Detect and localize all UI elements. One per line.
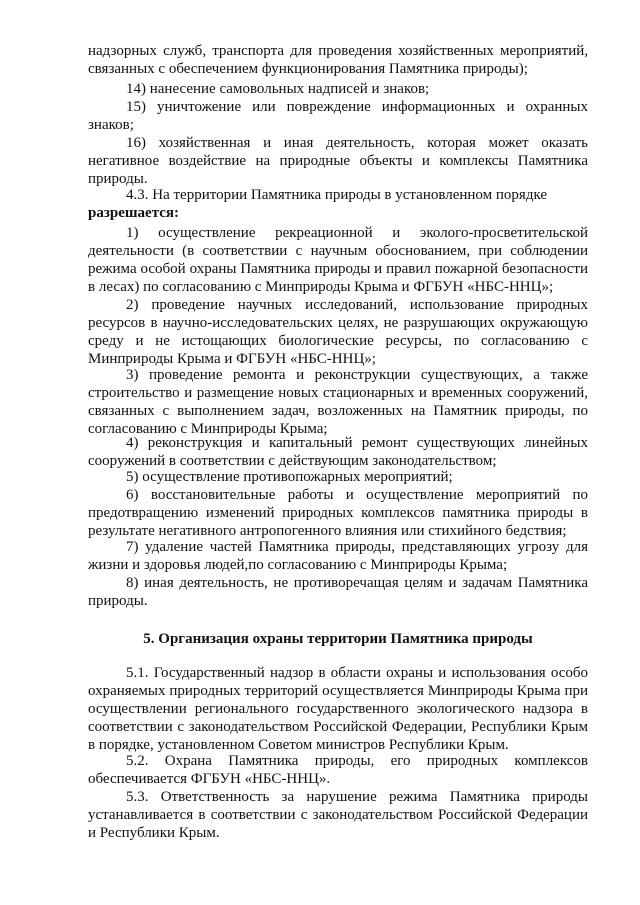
allowed-item-3: 3) проведение ремонта и реконструкции существующих, а также строительство и размещение новых стационарных и временных сооружений, связанных с выполнением задач, возложенных на Памятник природы, по согласованию с Минприроды Крыма;: [88, 367, 588, 437]
allowed-item-4: 4) реконструкция и капитальный ремонт существующих линейных сооружений в соответствии с действующим законодательством;: [88, 435, 588, 469]
section-5-title: 5. Организация охраны территории Памятника природы: [143, 631, 533, 647]
paragraph-5-3: 5.3. Ответственность за нарушение режима Памятника природы устанавливается в соответствии с законодательством Российской Федерации и Республики Крым.: [88, 789, 588, 841]
allowed-item-1: 1) осуществление рекреационной и эколого-просветительской деятельности (в соответствии с научным обоснованием, при соблюдении режима особой охраны Памятника природы и правил пожарной безопасности в лесах) по согласованию с Минприроды Крыма и ФГБУН «НБС-ННЦ»;: [88, 225, 588, 295]
paragraph-4-3-bold: разрешается:: [88, 205, 180, 221]
allowed-item-2: 2) проведение научных исследований, использование природных ресурсов в научно-исследовательских целях, не разрушающих окружающую среду и не истощающих биологические ресурсы, по согласованию с Минприроды Крыма и ФГБУН «НБС-ННЦ»;: [88, 297, 588, 367]
allowed-item-6: 6) восстановительные работы и осуществление мероприятий по предотвращению изменений природных комплексов памятника природы в результате негативного антропогенного влияния или стихийного бедствия;: [88, 487, 588, 539]
paragraph-continuation: надзорных служб, транспорта для проведения хозяйственных мероприятий, связанных с обеспечением функционирования Памятника природы);: [88, 43, 588, 77]
paragraph-item-16: 16) хозяйственная и иная деятельность, которая может оказать негативное воздействие на природные объекты и комплексы Памятника природы.: [88, 135, 588, 187]
allowed-item-8: 8) иная деятельность, не противоречащая целям и задачам Памятника природы.: [88, 575, 588, 609]
paragraph-4-3: [88, 186, 588, 222]
paragraph-5-2: 5.2. Охрана Памятника природы, его природных комплексов обеспечивается ФГБУН «НБС-ННЦ».: [88, 753, 588, 787]
paragraph-4-3-text: 4.3. На территории Памятника природы в установленном порядке: [126, 187, 548, 203]
paragraph-5-1: 5.1. Государственный надзор в области охраны и использования особо охраняемых природных территорий осуществляется Минприроды Крыма при осуществлении регионального государственного экологического надзора в соответствии с законодательством Российской Федерации, Республики Крым в порядке, установленном Советом министров Республики Крым.: [88, 665, 588, 753]
allowed-item-7: 7) удаление частей Памятника природы, представляющих угрозу для жизни и здоровья людей,по согласованию с Минприроды Крыма;: [88, 539, 588, 573]
paragraph-item-14: 14) нанесение самовольных надписей и знаков;: [126, 81, 430, 97]
paragraph-item-15: 15) уничтожение или повреждение информационных и охранных знаков;: [88, 99, 588, 133]
allowed-item-5: 5) осуществление противопожарных мероприятий;: [126, 469, 453, 485]
